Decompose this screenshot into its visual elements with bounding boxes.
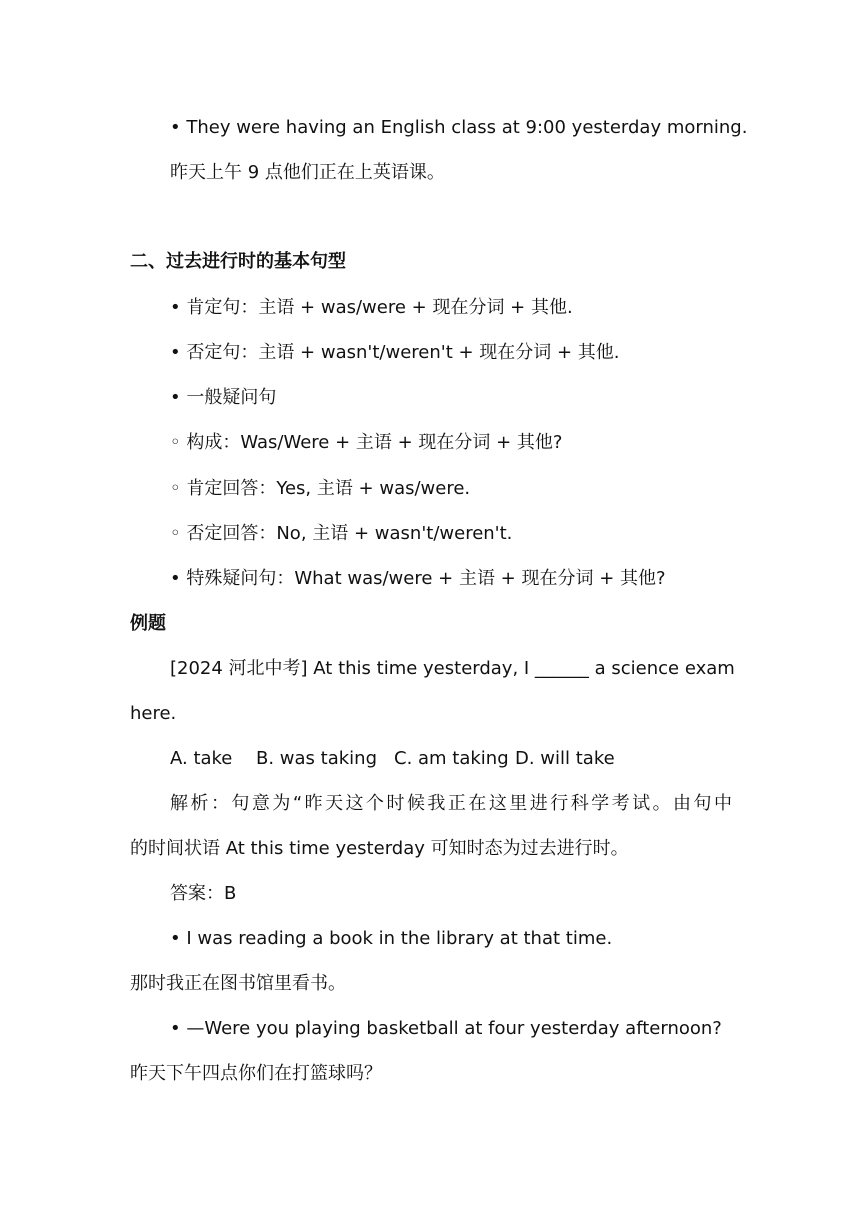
pattern-negative-answer: ◦ 否定回答：No, 主语 + wasn't/weren't. (170, 523, 513, 544)
example-sentence-2: • I was reading a book in the library at that time. (170, 928, 613, 949)
question-line-1: [2024 河北中考] At this time yesterday, I ______ a science exam (170, 658, 735, 679)
pattern-positive-answer: ◦ 肯定回答：Yes, 主语 + was/were. (170, 478, 471, 499)
example-sentence-1: • They were having an English class at 9:00 yesterday morning. (170, 117, 748, 138)
example-heading: 例题 (130, 613, 166, 634)
pattern-affirmative: • 肯定句：主语 + was/were + 现在分词 + 其他. (170, 297, 573, 318)
example-sentence-3: • —Were you playing basketball at four yesterday afternoon? (170, 1018, 722, 1039)
pattern-yes-no-question: • 一般疑问句 (170, 387, 277, 408)
example-translation-1: 昨天上午 9 点他们正在上英语课。 (170, 162, 445, 183)
question-line-2: here. (130, 703, 177, 724)
analysis-line-2: 的时间状语 At this time yesterday 可知时态为过去进行时。 (130, 838, 629, 859)
option-d: D. will take (515, 748, 615, 769)
pattern-negative: • 否定句：主语 + wasn't/weren't + 现在分词 + 其他. (170, 342, 620, 363)
example-translation-3: 昨天下午四点你们在打篮球吗？ (130, 1063, 382, 1084)
pattern-wh-question: • 特殊疑问句：What was/were + 主语 + 现在分词 + 其他? (170, 568, 666, 589)
example-translation-2: 那时我正在图书馆里看书。 (130, 973, 346, 994)
analysis-line-1: 解析：句意为“昨天这个时候我正在这里进行科学考试。由句中 (170, 793, 732, 814)
answer-options (170, 747, 615, 771)
option-c: C. am taking (394, 748, 509, 769)
answer: 答案：B (170, 883, 237, 904)
pattern-question-structure: ◦ 构成：Was/Were + 主语 + 现在分词 + 其他? (170, 432, 563, 453)
option-b: B. was taking (256, 748, 377, 769)
section-heading: 二、过去进行时的基本句型 (130, 251, 346, 272)
option-a: A. take (170, 748, 233, 769)
